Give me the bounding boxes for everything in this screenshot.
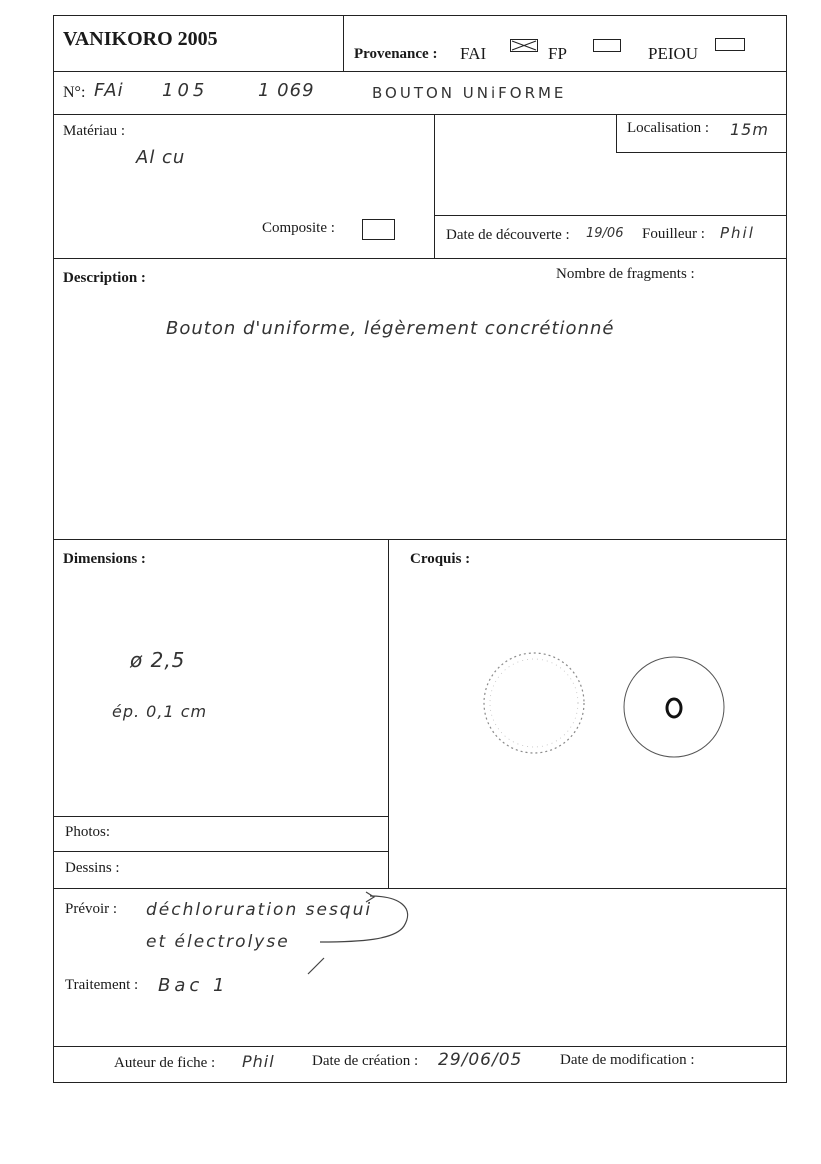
thickness-value: ép. 0,1 cm	[112, 702, 208, 721]
form-border	[53, 15, 787, 1083]
project-title: VANIKORO 2005	[63, 28, 218, 50]
divider	[53, 1046, 787, 1047]
location-value: 15m	[730, 120, 769, 139]
provenance-option-peiou-checkbox[interactable]	[715, 38, 745, 51]
provenance-option-fp-label: FP	[548, 44, 567, 63]
button-front-sketch	[484, 653, 584, 753]
treatment-value: Bac 1	[158, 975, 229, 996]
button-back-sketch	[624, 657, 724, 757]
planning-label: Prévoir :	[65, 901, 118, 917]
composite-checkbox[interactable]	[362, 219, 395, 240]
checked-mark-icon	[511, 40, 537, 51]
number-label: N°:	[63, 84, 86, 101]
number-object: 1 069	[258, 80, 315, 101]
divider	[53, 258, 787, 259]
description-text: Bouton d'uniforme, légèrement concrétionné	[166, 318, 615, 339]
divider	[53, 851, 389, 852]
divider	[434, 114, 435, 259]
annotation-arrow-drawing	[300, 890, 420, 980]
divider	[53, 114, 787, 115]
diameter-value: ø 2,5	[130, 648, 186, 672]
excavator-label: Fouilleur :	[642, 226, 705, 242]
provenance-option-fp-checkbox[interactable]	[593, 39, 621, 52]
divider	[343, 15, 344, 72]
modified-label: Date de modification :	[560, 1052, 695, 1068]
composite-label: Composite :	[262, 220, 335, 236]
number-zone: 105	[162, 80, 209, 101]
location-label: Localisation :	[627, 120, 710, 136]
drawings-label: Dessins :	[65, 860, 120, 876]
provenance-label: Provenance :	[354, 46, 438, 62]
divider	[53, 539, 787, 540]
planning-line-2: et électrolyse	[146, 932, 290, 952]
button-sketch-drawing	[470, 640, 770, 770]
material-value: Al cu	[136, 147, 186, 168]
material-label: Matériau :	[63, 123, 126, 139]
author-label: Auteur de fiche :	[114, 1055, 216, 1071]
divider	[53, 816, 389, 817]
created-value: 29/06/05	[438, 1050, 523, 1070]
author-value: Phil	[242, 1052, 275, 1071]
planning-line-1: déchloruration sesqui	[146, 900, 373, 920]
fragments-label: Nombre de fragments :	[556, 266, 695, 282]
excavator-value: Phil	[720, 224, 755, 242]
divider	[616, 152, 787, 153]
provenance-option-peiou-label: PEIOU	[648, 44, 699, 63]
button-shank-sketch	[667, 699, 681, 717]
divider	[434, 215, 787, 216]
divider	[388, 539, 389, 889]
created-label: Date de création :	[312, 1053, 419, 1069]
sketch-label: Croquis :	[410, 551, 471, 567]
description-label: Description :	[63, 270, 146, 286]
discovery-date-value: 19/06	[586, 226, 624, 241]
divider	[616, 114, 617, 153]
number-site: FAi	[94, 80, 124, 101]
provenance-option-fai-label: FAI	[460, 44, 487, 63]
provenance-option-fai-checkbox[interactable]	[510, 39, 538, 52]
dimensions-label: Dimensions :	[63, 551, 146, 567]
button-front-inner-sketch	[490, 659, 578, 747]
treatment-label: Traitement :	[65, 977, 139, 993]
object-name: BOUTON UNiFORME	[372, 84, 567, 102]
photos-label: Photos:	[65, 824, 111, 840]
divider	[53, 71, 787, 72]
discovery-date-label: Date de découverte :	[446, 227, 570, 243]
divider	[53, 888, 787, 889]
